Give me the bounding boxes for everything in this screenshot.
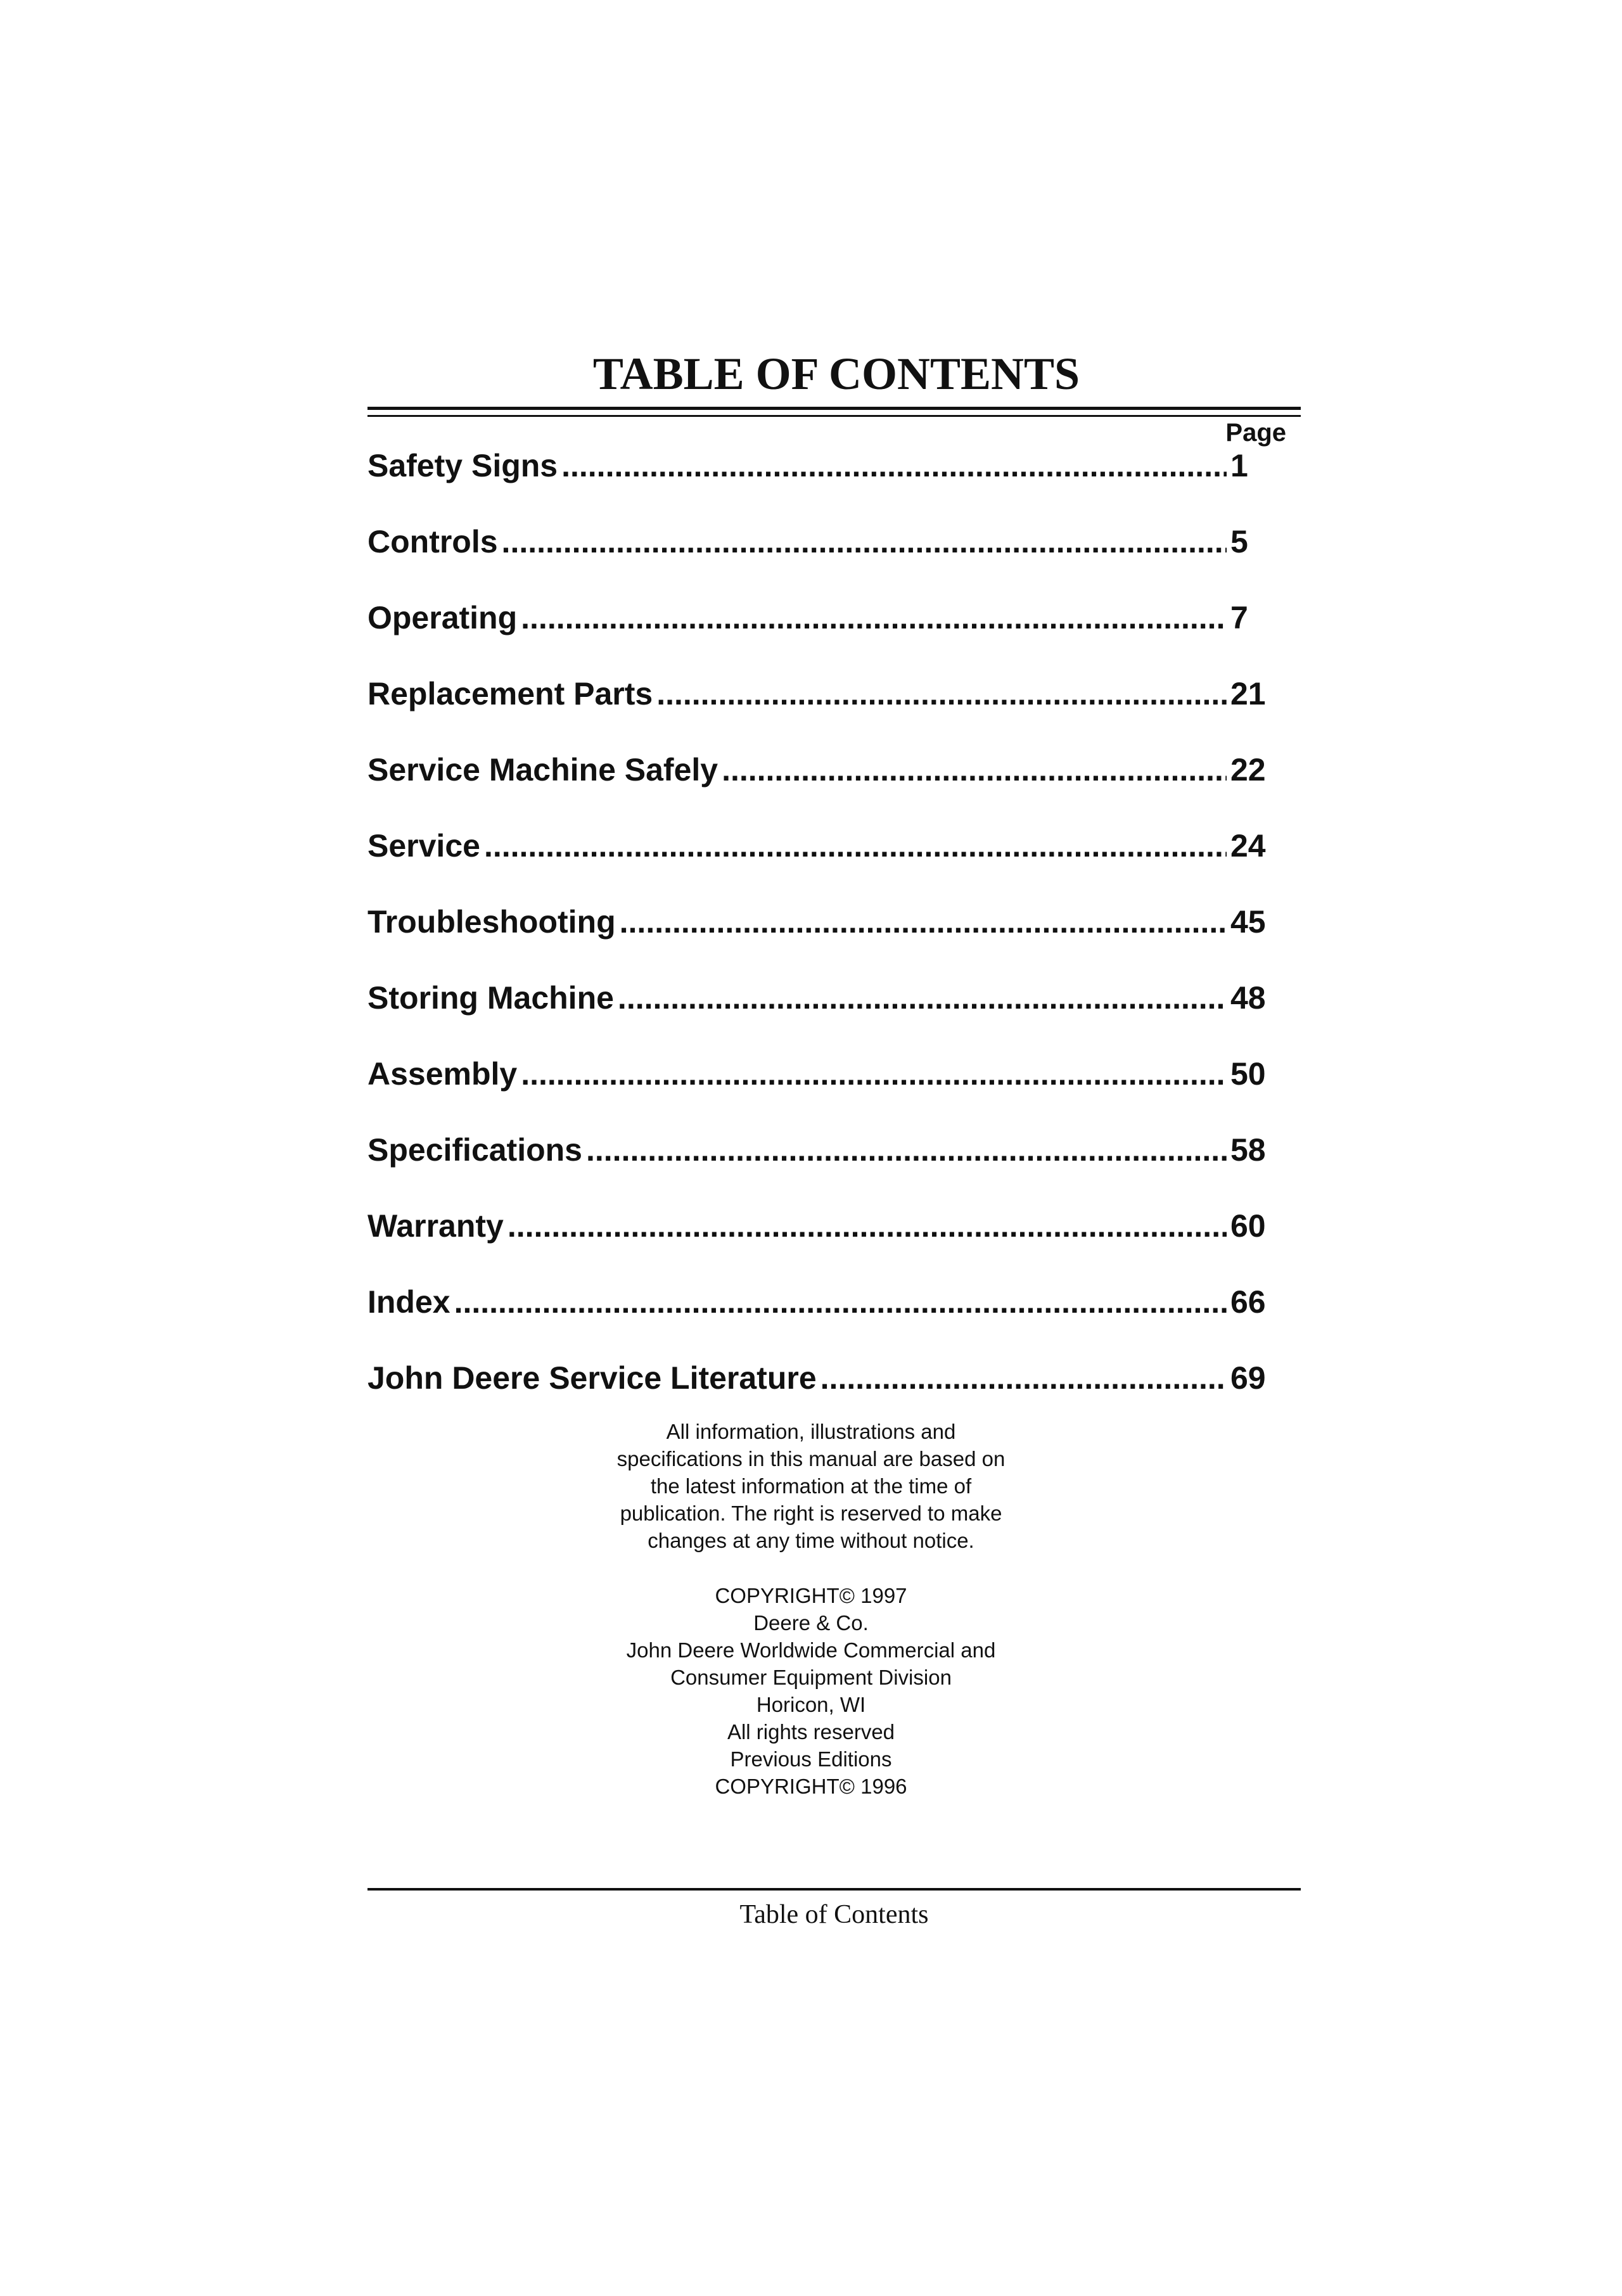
toc-entry-page: 45 [1230,904,1266,940]
toc-entry-page: 69 [1230,1360,1266,1396]
toc-entry-index[interactable] [367,1280,1274,1356]
toc-entry-page: 60 [1230,1208,1266,1244]
toc-entry-page: 22 [1230,752,1266,788]
copyright-line: All rights reserved [727,1720,895,1744]
copyright-line: Previous Editions [730,1747,892,1771]
toc-entry-warranty[interactable] [367,1204,1274,1280]
toc-dot-leader [821,1356,1227,1400]
copyright-line: Horicon, WI [756,1693,866,1716]
toc-entry-page: 58 [1230,1132,1266,1168]
notice-line: All information, illustrations and [666,1420,956,1443]
page-title: TABLE OF CONTENTS [592,348,1080,399]
toc-entry-page: 48 [1230,980,1266,1016]
toc-entry-page: 1 [1230,448,1248,483]
notice-line: changes at any time without notice. [648,1529,974,1552]
toc-entry-title: Index [367,1284,450,1320]
toc-entry-storing-machine[interactable] [367,976,1274,1052]
toc-dot-leader [521,596,1227,640]
toc-entry-service[interactable] [367,824,1274,900]
toc-entry-title: John Deere Service Literature [367,1360,817,1396]
toc-entry-replacement-parts[interactable] [367,672,1274,748]
toc-entry-page: 66 [1230,1284,1266,1320]
notice-line: specifications in this manual are based on [616,1447,1006,1470]
disclaimer-notice [589,1418,1033,1554]
toc-dot-leader [586,1128,1227,1172]
toc-dot-leader [521,1052,1227,1096]
toc-entry-page: 5 [1230,524,1248,559]
toc-entry-specifications[interactable] [367,1128,1274,1204]
toc-entry-page: 7 [1230,600,1248,635]
title-rule-thick [367,407,1301,410]
toc-dot-leader [561,443,1227,488]
toc-dot-leader [656,672,1227,716]
toc-dot-leader [618,976,1227,1020]
copyright-line: Consumer Equipment Division [670,1666,952,1689]
toc-dot-leader [484,824,1227,868]
copyright-line: COPYRIGHT© 1997 [715,1584,907,1607]
toc-entry-title: Replacement Parts [367,676,653,711]
toc-dot-leader [620,900,1227,944]
copyright-line: Deere & Co. [753,1611,869,1635]
toc-entry-service-machine-safely[interactable] [367,748,1274,824]
toc-dot-leader [502,520,1227,564]
toc-entry-title: Controls [367,524,498,559]
toc-dot-leader [508,1204,1227,1248]
toc-entry-title: Service [367,828,480,864]
copyright-line: John Deere Worldwide Commercial and [626,1638,996,1662]
toc-entry-title: Storing Machine [367,980,614,1016]
toc-entry-controls[interactable] [367,520,1274,596]
toc-entry-operating[interactable] [367,596,1274,672]
title-rule-thin [367,415,1301,417]
footer-rule [367,1888,1301,1891]
copyright-block [589,1582,1033,1800]
toc-dot-leader [722,748,1227,792]
copyright-line: COPYRIGHT© 1996 [715,1775,907,1798]
toc-entry-page: 50 [1230,1056,1266,1092]
footer-title: Table of Contents [739,1900,929,1929]
toc-entry-title: Safety Signs [367,448,558,483]
page-column-heading: Page [1225,419,1286,447]
toc-entry-safety-signs[interactable] [367,443,1274,520]
toc-dot-leader [454,1280,1227,1324]
toc-entry-assembly[interactable] [367,1052,1274,1128]
toc-list [367,443,1274,1432]
toc-entry-page: 24 [1230,828,1266,864]
toc-entry-title: Assembly [367,1056,518,1092]
toc-entry-title: Specifications [367,1132,582,1168]
toc-entry-troubleshooting[interactable] [367,900,1274,976]
toc-entry-page: 21 [1230,676,1266,711]
notice-line: publication. The right is reserved to make [620,1502,1002,1525]
toc-entry-title: Operating [367,600,518,635]
notice-line: the latest information at the time of [650,1474,972,1498]
toc-entry-title: Service Machine Safely [367,752,718,788]
toc-entry-title: Warranty [367,1208,504,1244]
toc-entry-title: Troubleshooting [367,904,616,940]
